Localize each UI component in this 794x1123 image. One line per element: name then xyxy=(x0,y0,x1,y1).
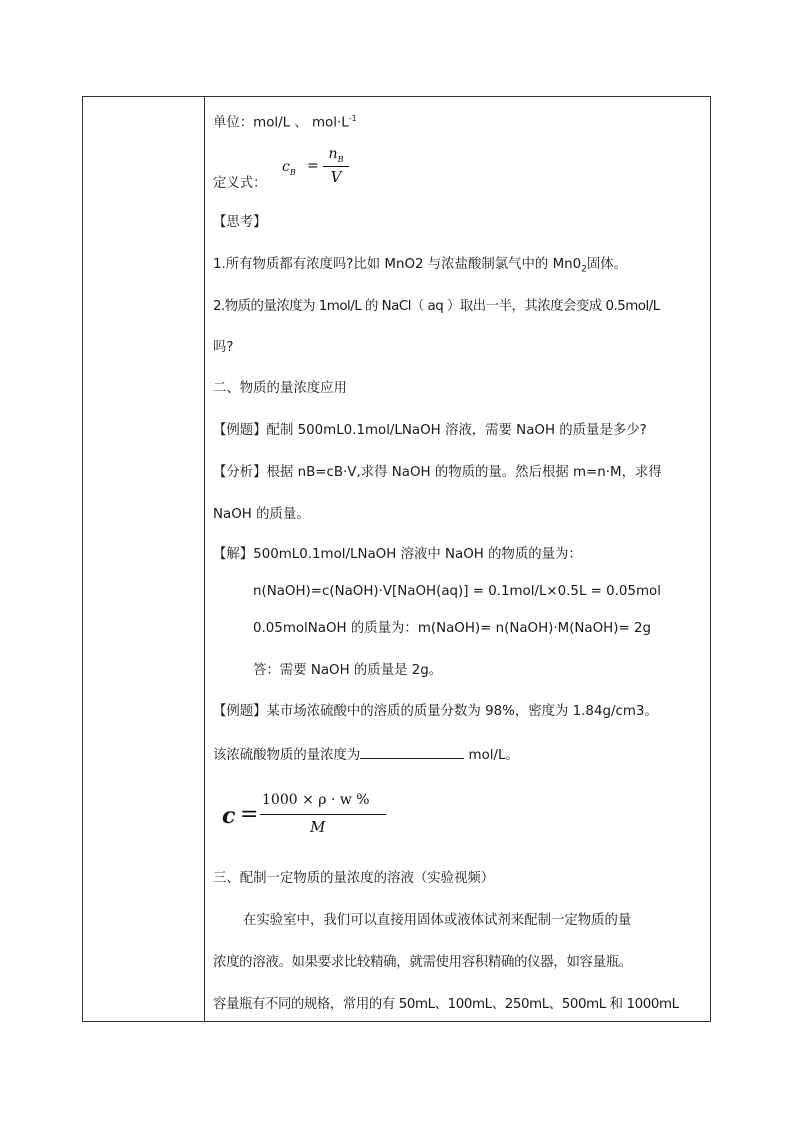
unit-line xyxy=(213,111,357,131)
formula-c: c xyxy=(282,159,290,175)
example-1: 【例题】配制 500mL0.1mol/LNaOH 溶液，需要 NaOH 的质量是多少? xyxy=(213,423,647,438)
answer-blank xyxy=(360,746,464,759)
fraction-bar xyxy=(323,166,349,167)
question-2-line-1: 2.物质的量浓度为 1mol/L 的 NaCl（ aq ）取出一半，其浓度会变成 0.5mol/L xyxy=(213,299,660,314)
question-2-line-2: 吗? xyxy=(213,340,234,355)
formula2-bar xyxy=(260,814,386,815)
think-heading: 【思考】 xyxy=(213,215,267,230)
example-2-line-1: 【例题】某市场浓硫酸中的溶质的质量分数为 98%，密度为 1.84g/cm3。 xyxy=(213,704,658,719)
section-3-heading: 三、配制一定物质的量浓度的溶液（实验视频） xyxy=(213,871,495,886)
unit-exponent: -1 xyxy=(348,114,357,123)
formula-numerator: n xyxy=(328,146,338,162)
question-1-tail: 固体。 xyxy=(586,257,628,272)
formula-numerator-sub: B xyxy=(337,154,344,164)
paragraph-line-2: 浓度的溶液。如果要求比较精确，就需使用容积精确的仪器，如容量瓶。 xyxy=(213,955,632,970)
solution-line-2: n(NaOH)=c(NaOH)·V[NaOH(aq)] = 0.1mol/L×0.5L = 0.05mol xyxy=(253,584,661,599)
question-1 xyxy=(213,257,627,278)
definition-formula xyxy=(280,146,352,188)
formula2-denominator: M xyxy=(310,818,326,836)
formula-c-sub: B xyxy=(289,167,296,177)
formula-equals: = xyxy=(307,158,319,174)
paragraph-line-1: 在实验室中，我们可以直接用固体或液体试剂来配制一定物质的量 xyxy=(243,913,632,928)
analysis-line-2: NaOH 的质量。 xyxy=(213,507,310,522)
section-2-heading: 二、物质的量浓度应用 xyxy=(213,381,347,396)
example-2-suffix: mol/L。 xyxy=(464,748,519,763)
formula2-equals: = xyxy=(240,802,259,827)
example-2-line-2 xyxy=(213,746,519,764)
solution-line-3: 0.05molNaOH 的质量为：m(NaOH)= n(NaOH)·M(NaOH)= 2g xyxy=(253,621,651,636)
analysis-line-1: 【分析】根据 nB=cB·V,求得 NaOH 的物质的量。然后根据 m=n·M，求得 xyxy=(213,465,662,480)
definition-label: 定义式： xyxy=(213,176,267,191)
column-divider xyxy=(204,96,205,1022)
formula2-numerator: 1000 × ρ · w % xyxy=(262,792,370,808)
unit-text: 单位：mol/L 、 mol·L xyxy=(213,115,349,131)
example-2-prefix: 该浓硫酸物质的量浓度为 xyxy=(213,748,361,763)
solution-line-1: 【解】500mL0.1mol/LNaOH 溶液中 NaOH 的物质的量为： xyxy=(213,547,582,562)
question-1-text: 1.所有物质都有浓度吗?比如 MnO2 与浓盐酸制氯气中的 Mn0 xyxy=(213,257,582,272)
concentration-formula xyxy=(222,792,392,838)
formula-denominator: V xyxy=(330,168,342,186)
question-1-sub: 2 xyxy=(581,264,587,275)
paragraph-line-3: 容量瓶有不同的规格，常用的有 50mL、100mL、250mL、500mL 和 1000mL xyxy=(213,997,679,1012)
answer-line: 答：需要 NaOH 的质量是 2g。 xyxy=(253,663,443,678)
formula2-c: c xyxy=(222,803,236,829)
